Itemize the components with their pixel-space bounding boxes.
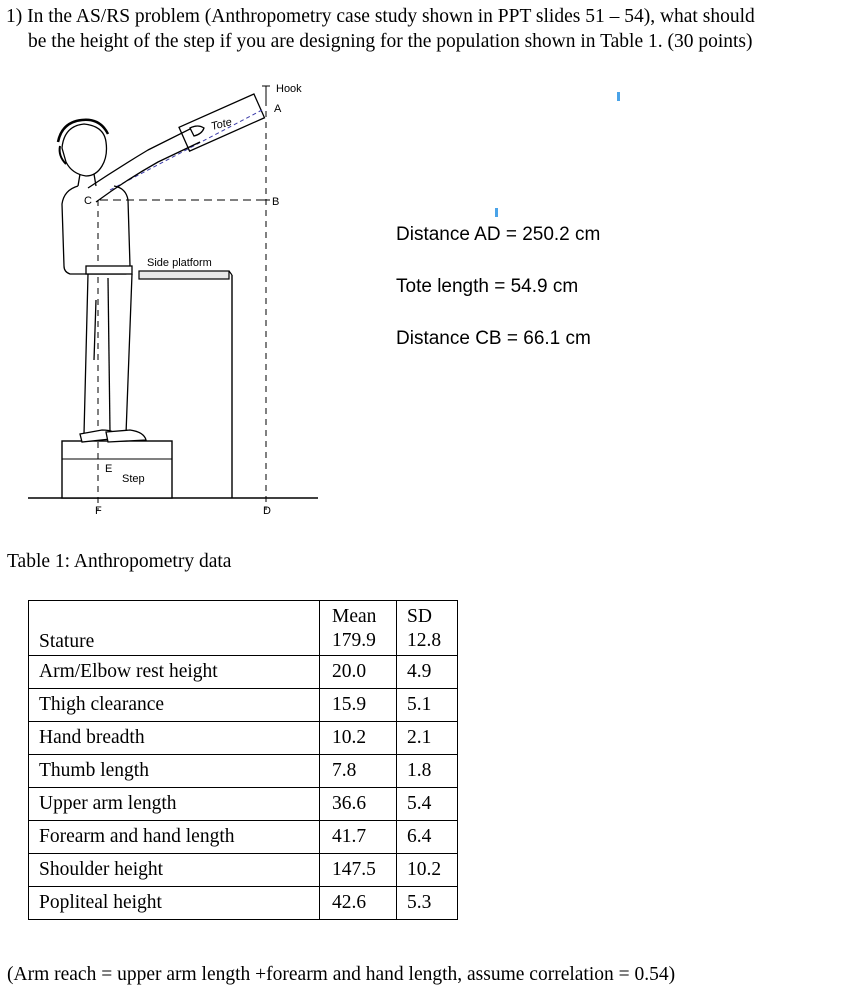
header-mean: Mean bbox=[332, 606, 377, 627]
table-cell-sd: 2.1 bbox=[397, 722, 458, 755]
table-cell-label: Hand breadth bbox=[29, 722, 320, 755]
header-mean-cell bbox=[320, 601, 397, 656]
header-sd: SD bbox=[407, 606, 432, 627]
label-tote: Tote bbox=[209, 116, 234, 133]
table-cell-sd: 5.1 bbox=[397, 689, 458, 722]
step-box bbox=[62, 441, 172, 498]
question-line-1: 1) In the AS/RS problem (Anthropometry case study shown in PPT slides 51 – 54), what should bbox=[6, 6, 755, 27]
table-cell-mean: 15.9 bbox=[320, 689, 397, 722]
table-cell-sd: 1.8 bbox=[397, 755, 458, 788]
table-cell-sd: 10.2 bbox=[397, 854, 458, 887]
table-cell-mean: 41.7 bbox=[320, 821, 397, 854]
table-cell-mean: 36.6 bbox=[320, 788, 397, 821]
label-a: A bbox=[274, 103, 282, 115]
table-caption: Table 1: Anthropometry data bbox=[7, 551, 232, 572]
question-line-2: be the height of the step if you are designing for the population shown in Table 1. (30 points) bbox=[28, 31, 753, 52]
table-cell-label: Thigh clearance bbox=[29, 689, 320, 722]
table-cell-mean: 10.2 bbox=[320, 722, 397, 755]
table-cell-mean: 147.5 bbox=[320, 854, 397, 887]
cursor-mark-1 bbox=[617, 92, 620, 101]
anthropometry-table bbox=[28, 600, 458, 920]
cursor-mark-2 bbox=[495, 208, 498, 217]
table-cell-label: Upper arm length bbox=[29, 788, 320, 821]
label-side-platform: Side platform bbox=[147, 257, 212, 269]
header-label-cell: Stature bbox=[29, 601, 320, 656]
table-header-row bbox=[29, 601, 458, 656]
table-cell-label: Thumb length bbox=[29, 755, 320, 788]
person-figure bbox=[58, 120, 204, 442]
asrs-illustration bbox=[0, 70, 340, 530]
table-row bbox=[29, 656, 458, 689]
label-step: Step bbox=[122, 473, 145, 485]
table-cell-label: Shoulder height bbox=[29, 854, 320, 887]
table-row bbox=[29, 887, 458, 920]
table-cell-sd: 6.4 bbox=[397, 821, 458, 854]
distance-cb: Distance CB = 66.1 cm bbox=[396, 328, 591, 349]
table-row bbox=[29, 722, 458, 755]
side-platform-top bbox=[139, 271, 229, 279]
question-text bbox=[6, 4, 854, 54]
table-cell-mean: 20.0 bbox=[320, 656, 397, 689]
table-row bbox=[29, 788, 458, 821]
stature-sd: 12.8 bbox=[407, 630, 442, 651]
reach-line bbox=[110, 110, 262, 190]
table-row bbox=[29, 821, 458, 854]
table-cell-mean: 7.8 bbox=[320, 755, 397, 788]
distance-ad: Distance AD = 250.2 cm bbox=[396, 224, 601, 245]
table-cell-mean: 42.6 bbox=[320, 887, 397, 920]
stature-mean: 179.9 bbox=[332, 630, 376, 651]
table-cell-label: Arm/Elbow rest height bbox=[29, 656, 320, 689]
header-sd-cell bbox=[397, 601, 458, 656]
label-f: F bbox=[95, 505, 102, 517]
table-cell-sd: 5.3 bbox=[397, 887, 458, 920]
label-c: C bbox=[84, 195, 92, 207]
table-cell-label: Forearm and hand length bbox=[29, 821, 320, 854]
table-row bbox=[29, 755, 458, 788]
table-row bbox=[29, 689, 458, 722]
table-cell-sd: 4.9 bbox=[397, 656, 458, 689]
table-cell-sd: 5.4 bbox=[397, 788, 458, 821]
footnote: (Arm reach = upper arm length +forearm and hand length, assume correlation = 0.54) bbox=[7, 964, 676, 985]
table-cell-label: Popliteal height bbox=[29, 887, 320, 920]
table-row bbox=[29, 854, 458, 887]
tote-length: Tote length = 54.9 cm bbox=[396, 276, 579, 297]
label-b: B bbox=[272, 196, 280, 208]
label-e: E bbox=[105, 463, 113, 475]
label-d: D bbox=[263, 505, 271, 517]
label-hook: Hook bbox=[276, 83, 302, 95]
